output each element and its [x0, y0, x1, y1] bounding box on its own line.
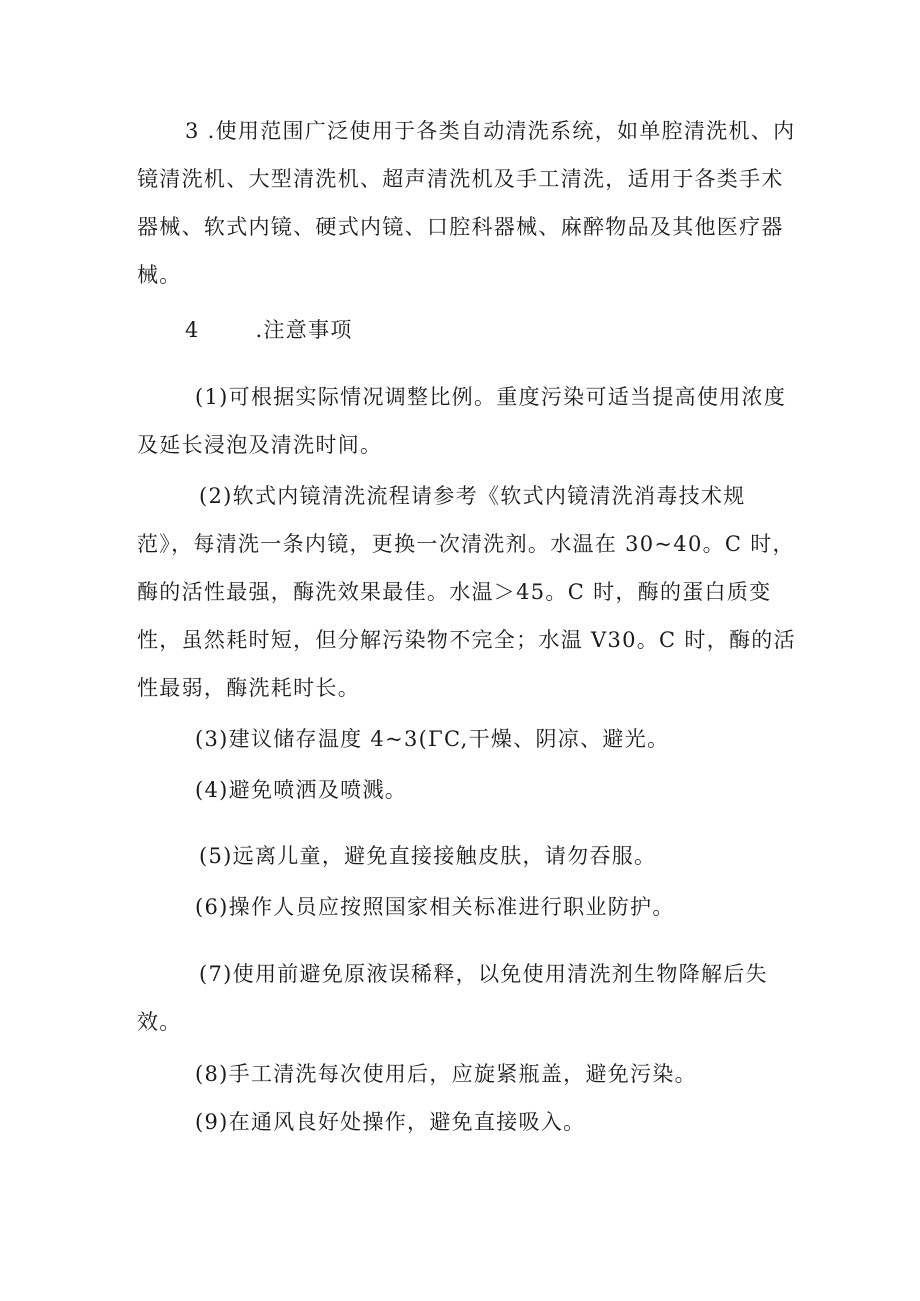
section-heading-precautions: 4 .注意事项 [185, 318, 353, 342]
precaution-item-8: (8)手工清洗每次使用后，应旋紧瓶盖，避免污染。 [195, 1062, 697, 1086]
precaution-item-4: (4)避免喷洒及喷溅。 [195, 778, 408, 802]
precaution-item-9: (9)在通风良好处操作，避免直接吸入。 [195, 1110, 586, 1134]
precaution-item-1: (1)可根据实际情况调整比例。重度污染可适当提高使用浓度及延长浸泡及清洗时间。 [137, 385, 787, 457]
paragraph-usage-scope: 3 .使用范围广泛使用于各类自动清洗系统，如单腔清洗机、内镜清洗机、大型清洗机、超声清洗机及手工清洗，适用于各类手术器械、软式内镜、硬式内镜、口腔科器械、麻醉物品及其他医疗器械。 [137, 119, 796, 287]
precaution-item-6: (6)操作人员应按照国家相关标准进行职业防护。 [195, 895, 675, 919]
precaution-item-5: (5)远离儿童，避免直接接触皮肤，请勿吞服。 [199, 844, 657, 868]
precaution-item-7: (7)使用前避免原液误稀释，以免使用清洗剂生物降解后失效。 [137, 962, 768, 1034]
precaution-item-3: (3)建议储存温度 4~3(ΓC,干燥、阴凉、避光。 [195, 727, 670, 751]
precaution-item-2: (2)软式内镜清洗流程请参考《软式内镜清洗消毒技术规范》，每清洗一条内镜，更换一次清洗剂。水温在 30~40。C 时，酶的活性最强，酶洗效果最佳。水温＞45。C 时，酶的蛋白质变性，虽然耗时短，但分解污染物不完全；水温 V30。C 时，酶的活性最弱，酶洗耗时长。 [137, 484, 796, 700]
